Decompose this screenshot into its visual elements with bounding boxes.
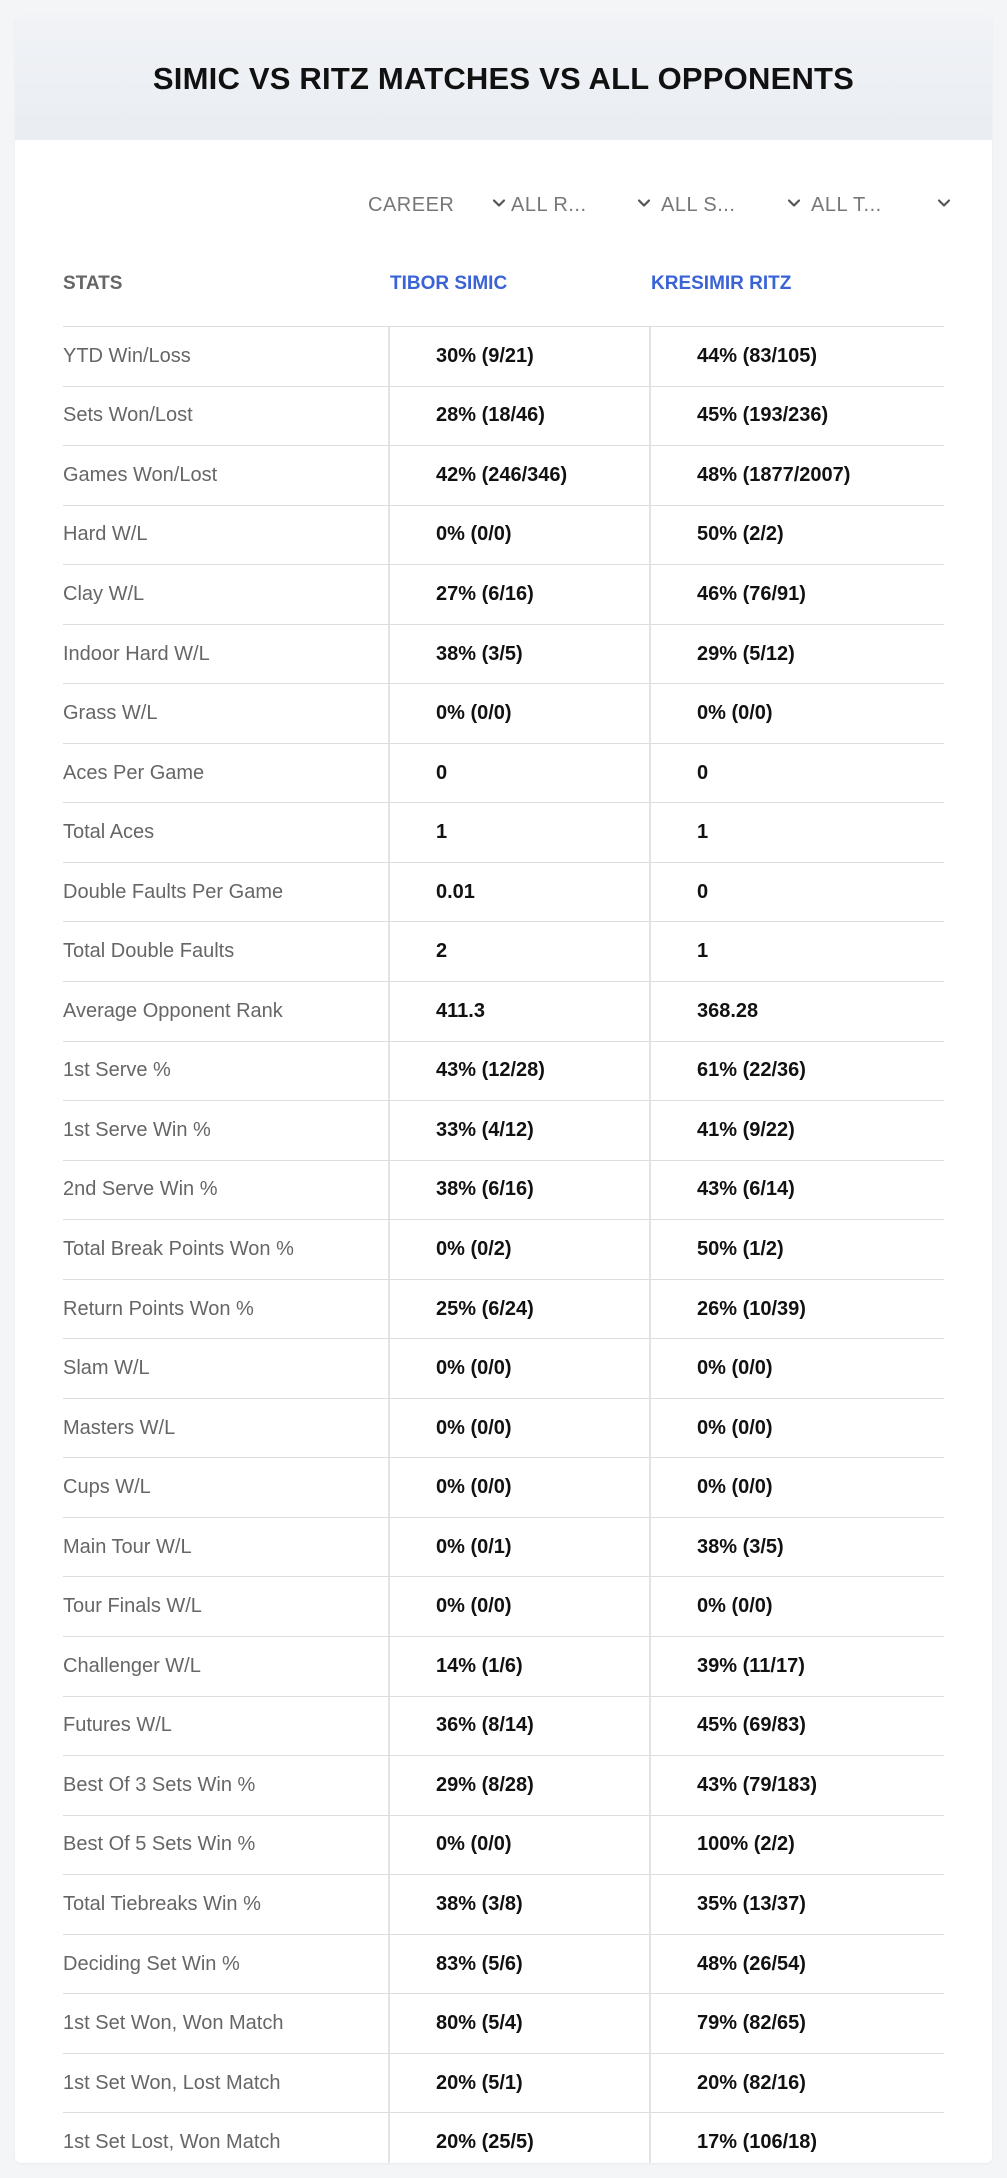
player2-stat-value: 41% (9/22) (649, 1101, 944, 1160)
stat-label: 1st Serve % (63, 1059, 171, 1082)
player1-stat-value: 0% (0/0) (388, 1458, 649, 1517)
player2-stat-value: 61% (22/36) (649, 1042, 944, 1101)
table-row (63, 922, 944, 982)
table-row (63, 684, 944, 744)
table-row (63, 387, 944, 447)
table-row (63, 1280, 944, 1340)
chevron-down-icon (787, 196, 801, 210)
filter-period-label: CAREER (368, 193, 455, 216)
column-header-stats: STATS (63, 273, 123, 294)
stat-label: 2nd Serve Win % (63, 1178, 218, 1201)
table-row (63, 1756, 944, 1816)
table-row (63, 1458, 944, 1518)
table-row (63, 1518, 944, 1578)
player2-stat-value: 0% (0/0) (649, 1399, 944, 1458)
stat-label: Total Break Points Won % (63, 1237, 294, 1260)
table-header (63, 255, 944, 327)
player2-stat-value: 43% (79/183) (649, 1756, 944, 1815)
player2-stat-value: 26% (10/39) (649, 1280, 944, 1339)
player1-stat-value: 20% (5/1) (388, 2054, 649, 2113)
player1-stat-value: 25% (6/24) (388, 1280, 649, 1339)
player1-stat-value: 1 (388, 803, 649, 862)
player2-stat-value: 45% (193/236) (649, 387, 944, 446)
filter-period-select[interactable] (368, 185, 506, 225)
stat-label: Return Points Won % (63, 1297, 254, 1320)
player1-stat-value: 0% (0/0) (388, 684, 649, 743)
player2-stat-value: 43% (6/14) (649, 1161, 944, 1220)
table-row (63, 506, 944, 566)
stats-card (15, 15, 992, 2163)
filter-surface-select[interactable] (661, 185, 801, 225)
stat-label: 1st Serve Win % (63, 1118, 211, 1141)
player1-stat-value: 83% (5/6) (388, 1935, 649, 1994)
filter-round-label: ALL R... (511, 193, 587, 216)
stat-label: Tour Finals W/L (63, 1595, 202, 1618)
stat-label: YTD Win/Loss (63, 344, 191, 367)
stat-label: 1st Set Won, Lost Match (63, 2071, 281, 2094)
player2-stat-value: 100% (2/2) (649, 1816, 944, 1875)
table-row (63, 744, 944, 804)
player2-stat-value: 17% (106/18) (649, 2113, 944, 2163)
table-row (63, 1220, 944, 1280)
table-row (63, 625, 944, 685)
table-row (63, 982, 944, 1042)
player1-stat-value: 38% (6/16) (388, 1161, 649, 1220)
stats-table (63, 255, 944, 2163)
column-header-player1-link[interactable]: TIBOR SIMIC (390, 273, 508, 294)
table-row (63, 1935, 944, 1995)
stat-label: Total Aces (63, 821, 155, 844)
page-title: SIMIC VS RITZ MATCHES VS ALL OPPONENTS (152, 60, 855, 96)
player1-stat-value: 30% (9/21) (388, 327, 649, 386)
player2-stat-value: 0% (0/0) (649, 1458, 944, 1517)
table-row (63, 1339, 944, 1399)
stat-label: Games Won/Lost (63, 463, 218, 486)
player2-stat-value: 38% (3/5) (649, 1518, 944, 1577)
table-row (63, 1697, 944, 1757)
player2-stat-value: 35% (13/37) (649, 1875, 944, 1934)
player2-stat-value: 45% (69/83) (649, 1697, 944, 1756)
stat-label: Slam W/L (63, 1357, 150, 1380)
table-row (63, 863, 944, 923)
player2-stat-value: 29% (5/12) (649, 625, 944, 684)
table-body (63, 327, 944, 2163)
player2-stat-value: 48% (26/54) (649, 1935, 944, 1994)
column-header-player2-link[interactable]: KRESIMIR RITZ (651, 273, 792, 294)
table-row (63, 2113, 944, 2163)
player1-stat-value: 0% (0/0) (388, 1577, 649, 1636)
table-row (63, 327, 944, 387)
player2-stat-value: 1 (649, 803, 944, 862)
player1-stat-value: 2 (388, 922, 649, 981)
player1-stat-value: 0% (0/2) (388, 1220, 649, 1279)
player1-stat-value: 0% (0/1) (388, 1518, 649, 1577)
table-row (63, 446, 944, 506)
filter-tournament-label: ALL T... (811, 193, 882, 216)
table-row (63, 1399, 944, 1459)
stat-label: 1st Set Won, Won Match (63, 2012, 284, 2035)
stat-label: Double Faults Per Game (63, 880, 284, 903)
table-row (63, 1994, 944, 2054)
filter-surface-label: ALL S... (661, 193, 736, 216)
player2-stat-value: 368.28 (649, 982, 944, 1041)
stat-label: Average Opponent Rank (63, 999, 283, 1022)
table-row (63, 2054, 944, 2114)
player2-stat-value: 20% (82/16) (649, 2054, 944, 2113)
player2-stat-value: 48% (1877/2007) (649, 446, 944, 505)
player1-stat-value: 20% (25/5) (388, 2113, 649, 2163)
player1-stat-value: 33% (4/12) (388, 1101, 649, 1160)
table-row (63, 565, 944, 625)
table-row (63, 1637, 944, 1697)
stat-label: Sets Won/Lost (63, 404, 193, 427)
player1-stat-value: 29% (8/28) (388, 1756, 649, 1815)
player2-stat-value: 0 (649, 863, 944, 922)
filter-round-select[interactable] (511, 185, 651, 225)
player1-stat-value: 80% (5/4) (388, 1994, 649, 2053)
player1-stat-value: 0% (0/0) (388, 1816, 649, 1875)
stat-label: Aces Per Game (63, 761, 205, 784)
stat-label: Main Tour W/L (63, 1535, 192, 1558)
player2-stat-value: 39% (11/17) (649, 1637, 944, 1696)
chevron-down-icon (637, 196, 651, 210)
player1-stat-value: 38% (3/5) (388, 625, 649, 684)
player1-stat-value: 43% (12/28) (388, 1042, 649, 1101)
table-row (63, 1816, 944, 1876)
chevron-down-icon (492, 196, 506, 210)
player2-stat-value: 0 (649, 744, 944, 803)
player2-stat-value: 0% (0/0) (649, 1577, 944, 1636)
player1-stat-value: 0.01 (388, 863, 649, 922)
player1-stat-value: 0% (0/0) (388, 506, 649, 565)
player2-stat-value: 44% (83/105) (649, 327, 944, 386)
stat-label: Total Tiebreaks Win % (63, 1892, 261, 1915)
stat-label: Hard W/L (63, 523, 148, 546)
player1-stat-value: 36% (8/14) (388, 1697, 649, 1756)
player1-stat-value: 0% (0/0) (388, 1339, 649, 1398)
stat-label: Masters W/L (63, 1416, 176, 1439)
player1-stat-value: 38% (3/8) (388, 1875, 649, 1934)
player2-stat-value: 1 (649, 922, 944, 981)
filter-tournament-select[interactable] (811, 185, 951, 225)
player2-stat-value: 79% (82/65) (649, 1994, 944, 2053)
card-header (15, 15, 992, 140)
stat-label: Clay W/L (63, 582, 145, 605)
stat-label: Futures W/L (63, 1714, 172, 1737)
player1-stat-value: 14% (1/6) (388, 1637, 649, 1696)
table-row (63, 1042, 944, 1102)
player2-stat-value: 0% (0/0) (649, 1339, 944, 1398)
stat-label: Grass W/L (63, 702, 158, 725)
stat-label: 1st Set Lost, Won Match (63, 2131, 281, 2154)
table-row (63, 1875, 944, 1935)
table-row (63, 1577, 944, 1637)
player2-stat-value: 50% (1/2) (649, 1220, 944, 1279)
stat-label: Indoor Hard W/L (63, 642, 210, 665)
stat-label: Cups W/L (63, 1476, 151, 1499)
stat-label: Challenger W/L (63, 1654, 201, 1677)
stat-label: Total Double Faults (63, 940, 235, 963)
player1-stat-value: 42% (246/346) (388, 446, 649, 505)
stat-label: Best Of 3 Sets Win % (63, 1773, 256, 1796)
player2-stat-value: 0% (0/0) (649, 684, 944, 743)
stat-label: Deciding Set Win % (63, 1952, 240, 1975)
player1-stat-value: 27% (6/16) (388, 565, 649, 624)
chevron-down-icon (937, 196, 951, 210)
player2-stat-value: 46% (76/91) (649, 565, 944, 624)
stat-label: Best Of 5 Sets Win % (63, 1833, 256, 1856)
player2-stat-value: 50% (2/2) (649, 506, 944, 565)
player1-stat-value: 0% (0/0) (388, 1399, 649, 1458)
player1-stat-value: 411.3 (388, 982, 649, 1041)
filter-bar (15, 185, 992, 225)
player1-stat-value: 28% (18/46) (388, 387, 649, 446)
table-row (63, 803, 944, 863)
player1-stat-value: 0 (388, 744, 649, 803)
table-row (63, 1101, 944, 1161)
table-row (63, 1161, 944, 1221)
